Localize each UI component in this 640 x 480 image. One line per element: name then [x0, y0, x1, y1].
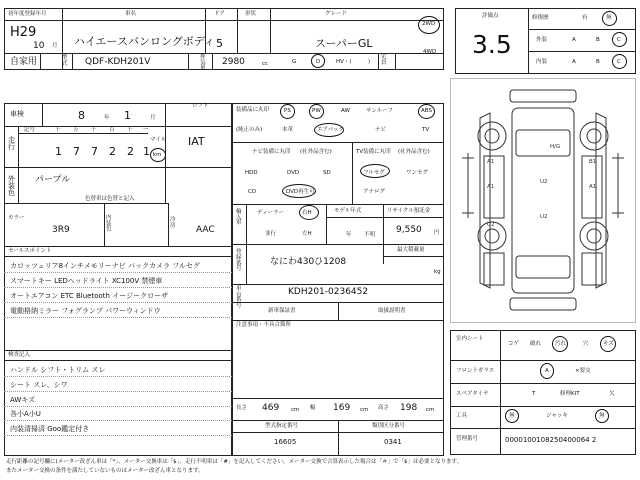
car-outline-svg: [450, 78, 636, 323]
car-name-label: 車名: [125, 11, 137, 17]
sales-line-3: 電動格納ミラー フォグランプ パワーウィンドウ: [10, 307, 161, 315]
ext-a: A: [572, 37, 576, 43]
color-value: パープル: [35, 175, 71, 185]
diag-label-7: U2: [540, 214, 548, 220]
seat-label: 室内シート: [456, 336, 484, 342]
fuel-hv-close: ): [368, 59, 371, 65]
equip-abs: ABS: [421, 108, 432, 114]
navi-cd: CD: [248, 189, 257, 195]
fuel-g: G: [292, 59, 297, 65]
displacement: 2980: [222, 57, 245, 67]
navi-hdd: HDD: [245, 170, 258, 176]
tv-label: TV装備に丸印: [356, 149, 391, 155]
car-name: ハイエースバンロングボディ: [74, 35, 215, 48]
digit-h-1: 万: [73, 127, 79, 133]
warranty-label: 新車保証書: [268, 308, 296, 314]
import-dealer: ディーラー: [257, 210, 285, 216]
digit-h-3: 百: [109, 127, 115, 133]
diag-label-3: A1: [487, 184, 495, 190]
import-label: 輸入車: [236, 209, 242, 226]
rear-bumper: [510, 298, 576, 310]
inspector-line-3: 各小A小U: [10, 410, 41, 418]
length-unit: cm: [291, 407, 300, 413]
tools-label: 工具: [456, 413, 468, 419]
shift: IAT: [188, 135, 205, 148]
category-label: 類別区分番号: [372, 423, 406, 429]
digit-h-0: 十: [55, 127, 61, 133]
interior-color-label: 内装色: [106, 215, 112, 232]
seat-scratch: キズ: [603, 341, 614, 347]
inspector-line-2: AWキズ: [10, 396, 36, 404]
mileage-digit-3: 2: [109, 145, 116, 158]
vin-value: KDH201-0236452: [288, 287, 369, 297]
car-windshield: [516, 130, 570, 156]
recycle-yen: 円: [434, 230, 440, 236]
tv-analog: アナログ: [363, 189, 386, 195]
equipment-sublabel: (純正のみ): [236, 127, 263, 133]
max-load-kg: kg: [434, 269, 441, 275]
seat-dirt: 汚れ: [555, 341, 567, 347]
car-left-side: [480, 113, 490, 288]
mile-label: マイル: [150, 137, 167, 143]
width-label: 幅: [310, 405, 316, 411]
windshield-a: A: [545, 368, 549, 374]
footer-line-2: またメーター交換の条件を満たしていないものはメーター改ざん車となります。: [6, 468, 204, 474]
length-value: 469: [262, 403, 280, 413]
equip-ps: PS: [284, 108, 291, 114]
footer-line-1: 走行距離の記号欄に(メーター改ざん車は「*」、メーター交換車は「$」、走行不明車は「#」を記入してください。メーター交換で合算表示した場合は「＃」で「$」は必要となります。: [6, 459, 463, 465]
inspection-month-unit: 月: [150, 115, 156, 121]
windshield-replace: ×要交: [575, 368, 591, 374]
grade: スーパーGL: [315, 37, 373, 50]
management-label: 管理番号: [456, 436, 479, 442]
door-count: 5: [216, 37, 223, 50]
car-rear-glass: [516, 256, 570, 278]
ext-b: B: [596, 37, 600, 43]
inspector-line-0: ハンドル シフト・トリム スレ: [10, 366, 106, 374]
mileage-digit-2: 7: [91, 145, 98, 158]
ac-value: AAC: [196, 225, 215, 235]
tv-oneseg: ワンセグ: [406, 170, 429, 176]
sales-point-label: セールスポイント: [8, 248, 52, 254]
score-value: 3.5: [472, 30, 512, 59]
width-value: 169: [333, 403, 351, 413]
sales-line-2: オートエアコン ETC Bluetooth イージークローザ: [10, 292, 169, 300]
model-year-unit: 年: [346, 232, 352, 238]
height-unit: cm: [426, 407, 435, 413]
wheel-fr: [580, 122, 608, 150]
int-b: B: [596, 59, 600, 65]
repair-yes: 有: [582, 15, 588, 21]
equip-aw: AW: [341, 108, 350, 114]
ext-c: C: [617, 37, 621, 43]
digit-h-2: 千: [91, 127, 97, 133]
equip-tv: TV: [422, 127, 430, 133]
diag-label-1: U2: [540, 179, 548, 185]
notes-label: 注意事項・不具合箇所: [236, 322, 292, 328]
length-label: 長さ: [236, 405, 248, 411]
digit-h-5: 一: [143, 127, 149, 133]
sales-line-1: スマートキー LEDヘッドライト XC100V 禁煙車: [10, 277, 163, 285]
registration-label: 初年度登録年月: [8, 11, 47, 17]
import-parallel: 並行: [265, 231, 277, 237]
navi-dvd: DVD: [287, 170, 300, 176]
inspector-label: 検査記入: [8, 352, 31, 358]
color-label: 外装色: [8, 175, 15, 197]
repair-label: 修復歴: [532, 15, 549, 21]
max-load-label: 最大積載量: [397, 247, 425, 253]
diag-label-0: A1: [487, 159, 495, 165]
seat-burn: コゲ: [508, 341, 520, 347]
inspector-line-1: シート スレ、シワ: [10, 381, 68, 389]
category-value: 0341: [384, 438, 402, 446]
mileage-digit-0: 1: [55, 145, 62, 158]
inspection-month: 1: [124, 109, 131, 122]
registration-month: 10: [33, 41, 45, 51]
management-value: 0000100108250400064 2: [505, 436, 597, 444]
navi-sd: SD: [323, 170, 331, 176]
inspection-year-unit: 年: [104, 115, 110, 121]
type-cert-label: 型式指定番号: [265, 423, 299, 429]
spare-t: T: [532, 391, 536, 397]
door-label: ドア: [214, 11, 225, 17]
int-a: A: [572, 59, 576, 65]
car-roof: [512, 108, 574, 293]
model-year-unknown: 不明: [364, 232, 376, 238]
recycle-label: リサイクル預託金: [387, 208, 431, 214]
tv-fullseg: フルセグ: [363, 170, 385, 176]
tv-sub: (社外品含む): [398, 149, 430, 155]
equip-sunroof: サンルーフ: [366, 108, 393, 114]
registration-year: H29: [10, 25, 37, 40]
interior-label: 内装: [536, 59, 548, 65]
spare-missing: 欠: [609, 391, 615, 397]
shape-label: 形状: [245, 11, 257, 17]
equip-pw: PW: [312, 108, 321, 114]
equip-navi: ナビ: [375, 127, 387, 133]
navi-dvd-play: DVD再生可: [286, 189, 315, 195]
height-value: 198: [400, 403, 418, 413]
wheel-rr: [580, 222, 608, 250]
jack-label: ジャッキ: [546, 413, 568, 419]
shift-label: シフト: [192, 103, 209, 109]
inspection-year: 8: [78, 109, 85, 122]
import-right: 右H: [302, 210, 312, 216]
vin-label: 車台番号: [236, 286, 242, 309]
color-note: 色替車は色替と記入: [85, 196, 135, 202]
plate-number: なにわ430ひ1208: [270, 257, 347, 267]
diag-label-2: B1: [589, 159, 597, 165]
height-label: 高さ: [378, 405, 390, 411]
diag-label-6: H/G: [550, 144, 561, 150]
score-label: 評価点: [482, 13, 499, 19]
jack-none: 無: [599, 413, 605, 419]
grade-label: グレード: [325, 11, 348, 17]
diag-label-4: U2: [487, 222, 495, 228]
color-code: 3R9: [52, 225, 70, 235]
mileage-label: 走行: [8, 136, 15, 151]
mileage-unit: km: [153, 152, 162, 158]
drive-4wd: 4WD: [423, 49, 437, 55]
diag-label-5: A1: [589, 184, 597, 190]
manual-label: 取扱説明書: [378, 308, 406, 314]
displacement-label: 排気量: [200, 54, 206, 71]
ac-label: 冷房: [170, 217, 176, 229]
registration-number-label: 登録番号: [236, 249, 242, 273]
fuel-d: D: [316, 59, 321, 65]
mileage-digit-5: 1: [143, 145, 150, 158]
exterior-label: 外装: [536, 37, 548, 43]
tools-none: 無: [509, 413, 515, 419]
equip-airbag: エアバック: [317, 127, 345, 133]
mileage-symbol-label: 記号: [24, 127, 36, 133]
inspection-label: 車検: [10, 110, 24, 118]
car-right-side: [596, 113, 606, 288]
width-unit: cm: [360, 407, 369, 413]
sales-line-0: カロッツェリア8インチメモリーナビ バックカメラ フルセグ: [10, 262, 200, 270]
cc-unit: cc: [262, 61, 269, 67]
model-year-label: モデル年式: [334, 208, 362, 214]
seat-hole: 穴: [583, 341, 589, 347]
import-left: 左H: [302, 231, 312, 237]
front-bumper: [510, 90, 576, 102]
equipment-label: 装備品に丸印: [236, 107, 270, 113]
digit-h-4: 十: [127, 127, 133, 133]
navi-sub: (社外品含む): [300, 149, 332, 155]
fuel-hv: HV・(: [336, 59, 352, 65]
drive-2wd: 2WD: [422, 21, 436, 27]
type-cert-value: 16605: [274, 438, 297, 446]
windshield-label: フロントガラス: [456, 368, 495, 374]
repair-none: 無: [606, 15, 612, 21]
model: QDF-KDH201V: [85, 57, 151, 67]
wheel-fl: [478, 122, 506, 150]
mileage-digit-1: 7: [73, 145, 80, 158]
spare-label: スペアタイヤ: [456, 391, 489, 397]
usage: 自家用: [10, 57, 38, 67]
color-code-label: カラー: [8, 215, 25, 221]
inspector-line-4: 内装清掃済 Goo鑑定付き: [10, 425, 90, 433]
spare-kit: 修理KIT: [560, 391, 580, 397]
mileage-digit-4: 2: [127, 145, 134, 158]
int-c: C: [617, 59, 621, 65]
equip-leather: 本革: [282, 127, 294, 133]
seat-tear: 破れ: [530, 341, 542, 347]
recycle-value: 9,550: [396, 225, 422, 235]
navi-label: ナビ装備に丸印: [252, 149, 291, 155]
month-unit: 月: [52, 43, 58, 49]
capacity-label: 定員: [381, 54, 387, 66]
type-label: 型式: [62, 55, 68, 67]
